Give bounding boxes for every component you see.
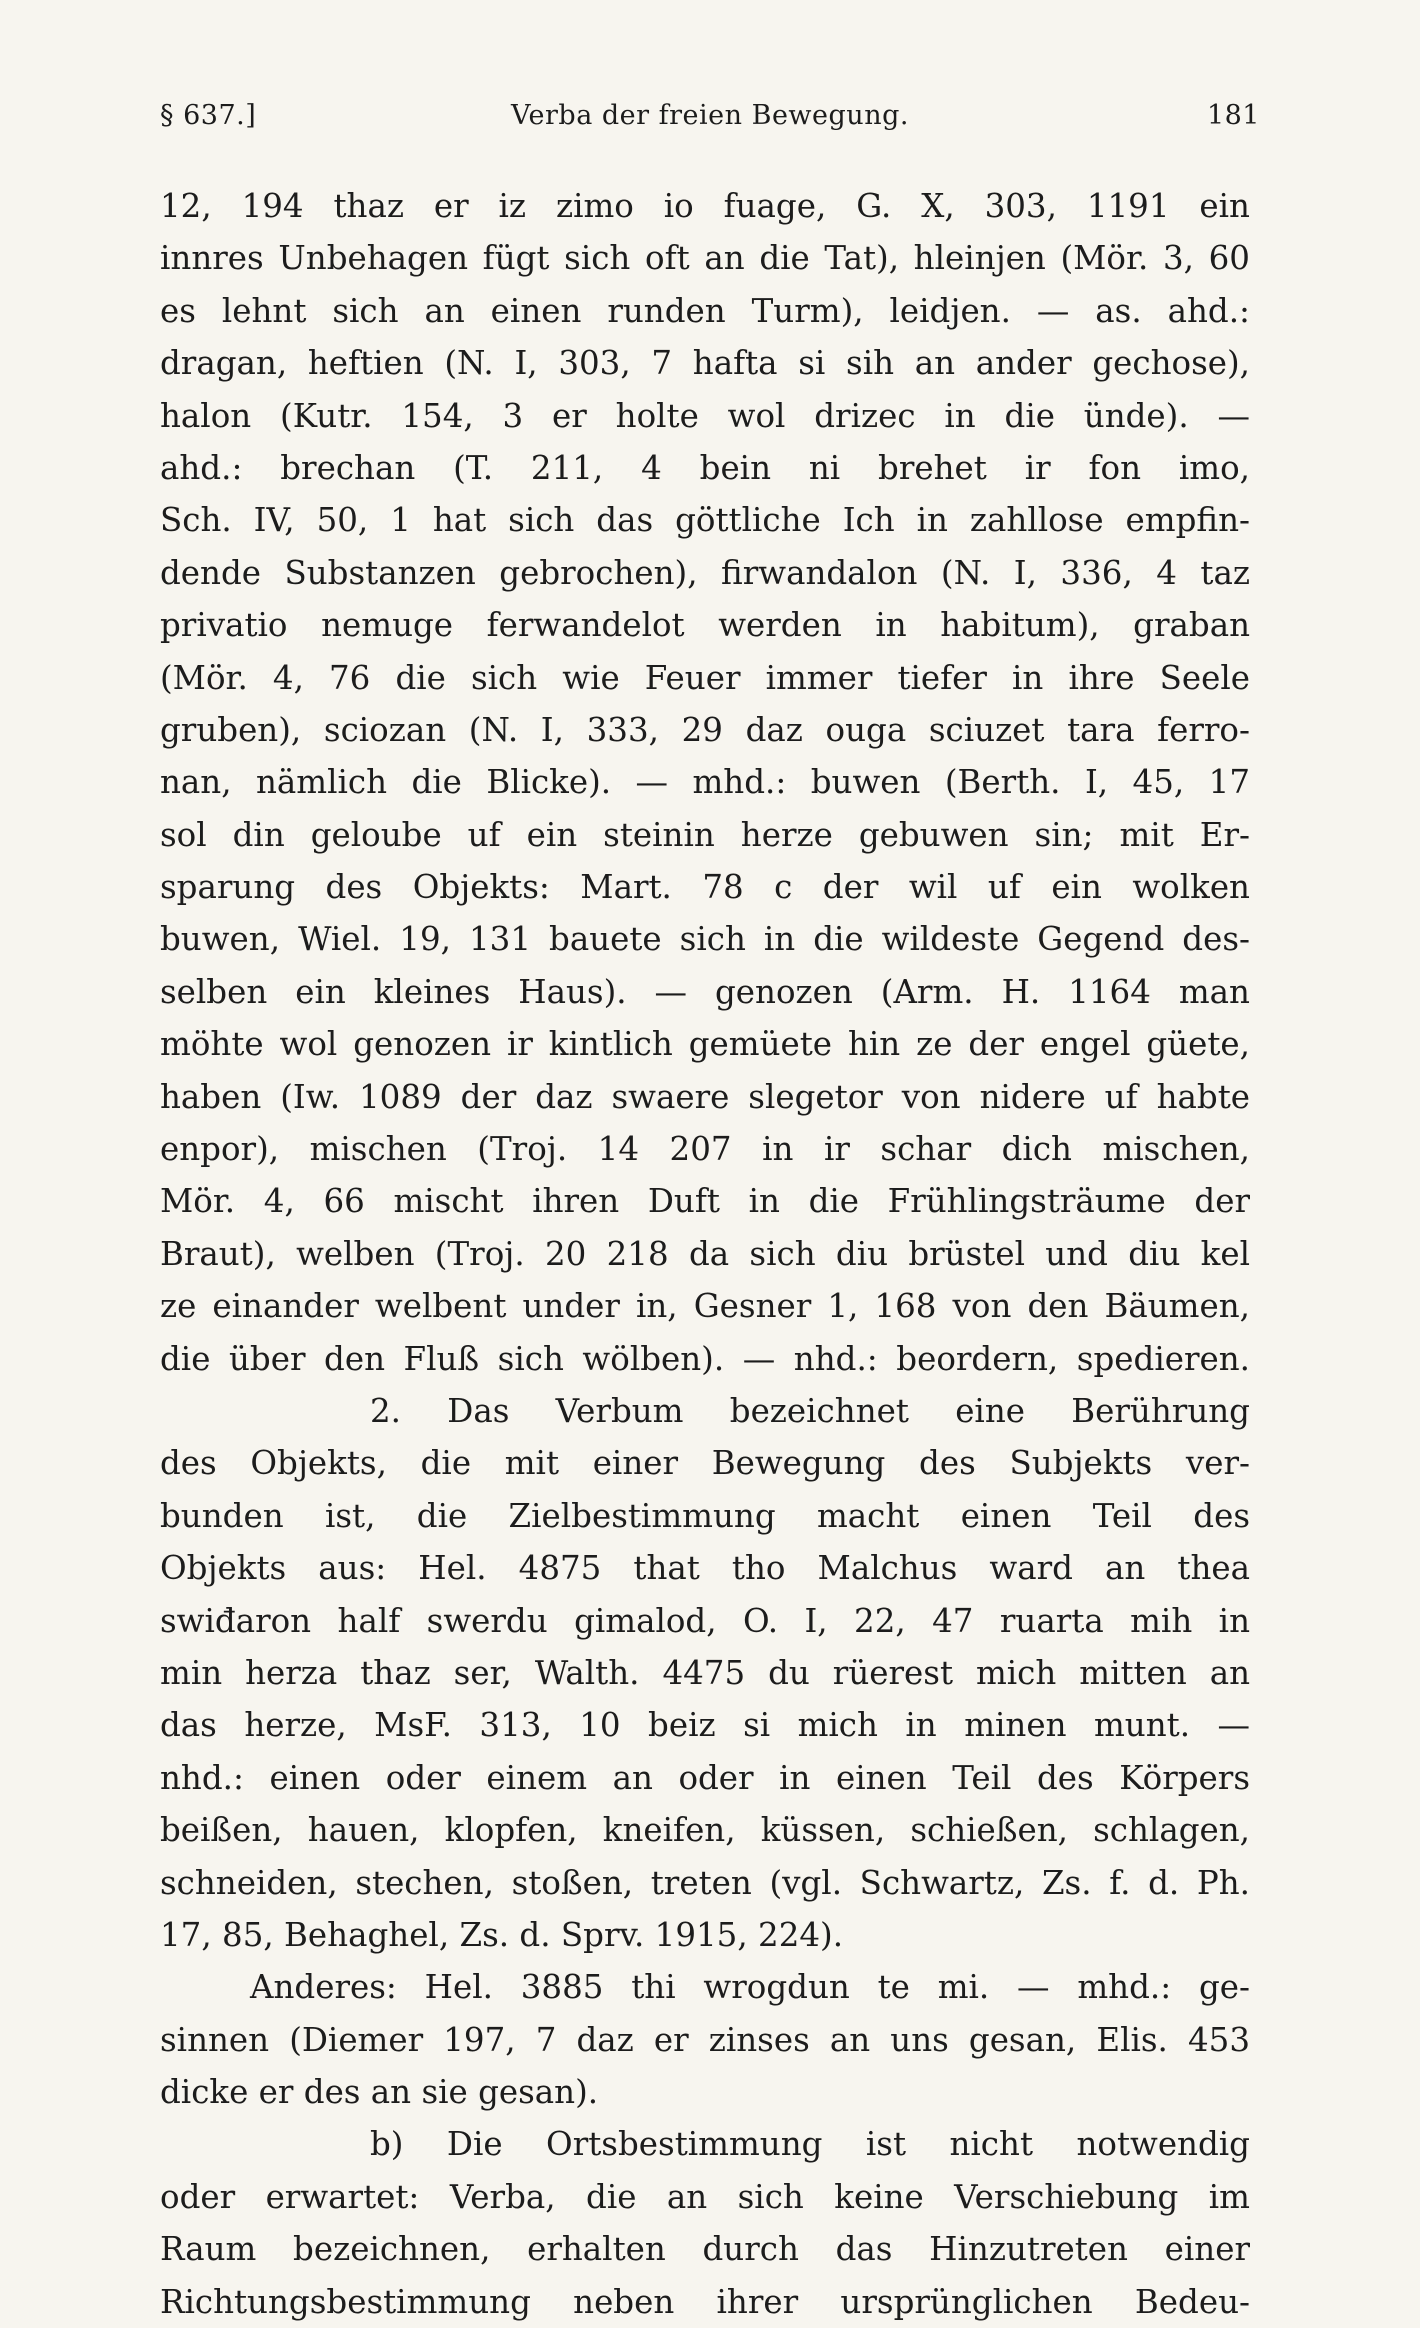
paragraph-start-line: b) Die Ortsbestimmung ist nicht notwendig [370, 2125, 1250, 2164]
text-line: Objekts aus: Hel. 4875 that tho Malchus ward an thea [160, 1549, 1250, 1588]
text-line: Braut), welben (Troj. 20 218 da sich diu brüstel und diu kel [160, 1234, 1250, 1273]
text-line: min herza thaz ser, Walth. 4475 du rüerest mich mitten an [160, 1653, 1250, 1692]
paragraph-start-line: 2. Das Verbum bezeichnet eine Berührung [370, 1391, 1250, 1430]
page-body-text [160, 180, 1250, 2328]
text-line: nhd.: einen oder einem an oder in einen Teil des Körpers [160, 1758, 1250, 1797]
running-header [160, 100, 1260, 140]
text-line: beißen, hauen, klopfen, kneifen, küssen, schießen, schlagen, [160, 1811, 1250, 1850]
text-line: es lehnt sich an einen runden Turm), leidjen. — as. ahd.: [160, 291, 1250, 330]
text-line: dragan, heftien (N. I, 303, 7 hafta si sih an ander gechose), [160, 344, 1250, 383]
text-line: sparung des Objekts: Mart. 78 c der wil uf ein wolken [160, 868, 1250, 907]
text-line: swiđaron half swerdu gimalod, O. I, 22, 47 ruarta mih in [160, 1601, 1250, 1640]
text-line: oder erwartet: Verba, die an sich keine Verschiebung im [160, 2177, 1250, 2216]
text-line: sinnen (Diemer 197, 7 daz er zinses an uns gesan, Elis. 453 [160, 2020, 1250, 2059]
text-line: Richtungsbestimmung neben ihrer ursprünglichen Bedeu- [160, 2282, 1250, 2321]
text-line: möhte wol genozen ir kintlich gemüete hin ze der engel güete, [160, 1025, 1250, 1064]
text-line: Sch. IV, 50, 1 hat sich das göttliche Ich in zahllose empfin- [160, 501, 1250, 540]
text-line: nan, nämlich die Blicke). — mhd.: buwen (Berth. I, 45, 17 [160, 763, 1250, 802]
text-line: (Mör. 4, 76 die sich wie Feuer immer tiefer in ihre Seele [160, 658, 1250, 697]
section-reference: § 637.] [160, 100, 257, 131]
text-line: des Objekts, die mit einer Bewegung des Subjekts ver- [160, 1444, 1250, 1483]
text-line: ahd.: brechan (T. 211, 4 bein ni brehet ir fon imo, [160, 448, 1250, 487]
text-line: Mör. 4, 66 mischt ihren Duft in die Frühlingsträume der [160, 1182, 1250, 1221]
text-line: ze einander welbent under in, Gesner 1, 168 von den Bäumen, [160, 1287, 1250, 1326]
paragraph-end-line: dicke er des an sie gesan). [160, 2073, 599, 2112]
text-line: selben ein kleines Haus). — genozen (Arm. H. 1164 man [160, 972, 1250, 1011]
text-line: haben (Iw. 1089 der daz swaere slegetor von nidere uf habte [160, 1077, 1250, 1116]
text-line: bunden ist, die Zielbestimmung macht einen Teil des [160, 1496, 1250, 1535]
text-line: innres Unbehagen fügt sich oft an die Tat), hleinjen (Mör. 3, 60 [160, 239, 1250, 278]
text-line: Raum bezeichnen, erhalten durch das Hinzutreten einer [160, 2230, 1250, 2269]
running-title: Verba der freien Bewegung. [511, 100, 909, 131]
text-line: das herze, MsF. 313, 10 beiz si mich in minen munt. — [160, 1706, 1250, 1745]
paragraph-end-line: 17, 85, Behaghel, Zs. d. Sprv. 1915, 224). [160, 1915, 844, 1954]
text-line: 12, 194 thaz er iz zimo io fuage, G. X, 303, 1191 ein [160, 187, 1250, 225]
text-line: halon (Kutr. 154, 3 er holte wol drizec in die ünde). — [160, 396, 1250, 435]
paragraph-start-line: Anderes: Hel. 3885 thi wrogdun te mi. — mhd.: ge- [250, 1968, 1250, 2007]
text-line: die über den Fluß sich wölben). — nhd.: beordern, spedieren. [160, 1339, 1250, 1378]
text-line: buwen, Wiel. 19, 131 bauete sich in die wildeste Gegend des- [160, 920, 1250, 959]
text-line: schneiden, stechen, stoßen, treten (vgl. Schwartz, Zs. f. d. Ph. [160, 1863, 1250, 1902]
text-line: privatio nemuge ferwandelot werden in habitum), graban [160, 606, 1250, 645]
text-line: gruben), sciozan (N. I, 333, 29 daz ouga sciuzet tara ferro- [160, 710, 1250, 749]
text-line: enpor), mischen (Troj. 14 207 in ir schar dich mischen, [160, 1130, 1250, 1169]
text-line: sol din geloube uf ein steinin herze gebuwen sin; mit Er- [160, 815, 1250, 854]
page-number: 181 [1206, 100, 1260, 131]
text-line: dende Substanzen gebrochen), firwandalon (N. I, 336, 4 taz [160, 553, 1250, 592]
